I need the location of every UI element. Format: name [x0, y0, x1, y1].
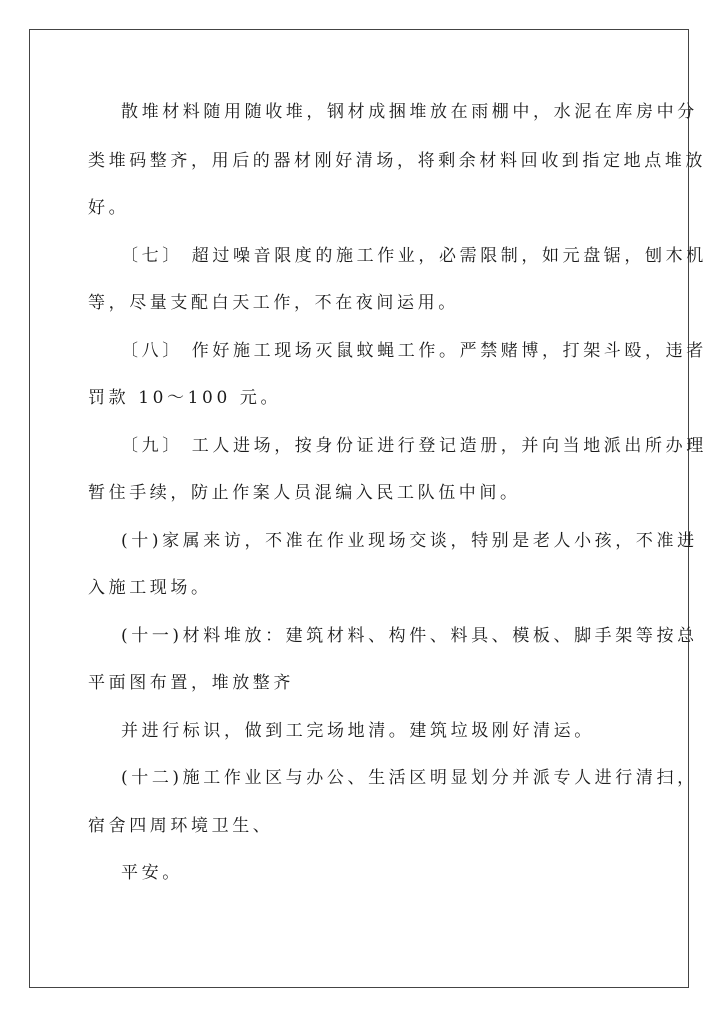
text-line: 好。: [88, 198, 130, 218]
text-line: 类堆码整齐，用后的器材刚好清场，将剩余材料回收到指定地点堆放: [88, 151, 706, 171]
text-line: 宿舍四周环境卫生、: [88, 816, 274, 836]
text-line: 散堆材料随用随收堆，钢材成捆堆放在雨棚中，水泥在库房中分: [121, 102, 698, 122]
text-line: 暂住手续，防止作案人员混编入民工队伍中间。: [88, 483, 521, 503]
text-line: 入施工现场。: [88, 578, 212, 598]
text-line: 罚款 10～100 元。: [88, 388, 282, 408]
text-line: 〔七〕 超过噪音限度的施工作业，必需限制，如元盘锯，刨木机: [121, 246, 707, 266]
text-line: 〔八〕 作好施工现场灭鼠蚊蝇工作。严禁赌博，打架斗殴，违者: [121, 341, 707, 361]
text-line: 平面图布置，堆放整齐: [88, 673, 294, 693]
text-line: (十)家属来访，不准在作业现场交谈，特别是老人小孩，不准进: [121, 531, 698, 551]
text-line: 并进行标识，做到工完场地清。建筑垃圾刚好清运。: [121, 721, 595, 741]
text-line: 等，尽量支配白天工作，不在夜间运用。: [88, 293, 459, 313]
text-line: (十一)材料堆放：建筑材料、构件、料具、模板、脚手架等按总: [121, 626, 698, 646]
text-line: (十二)施工作业区与办公、生活区明显划分并派专人进行清扫，: [121, 768, 698, 788]
text-line: 平安。: [121, 863, 183, 883]
page-border: [29, 29, 689, 988]
text-line: 〔九〕 工人进场，按身份证进行登记造册，并向当地派出所办理: [121, 436, 707, 456]
